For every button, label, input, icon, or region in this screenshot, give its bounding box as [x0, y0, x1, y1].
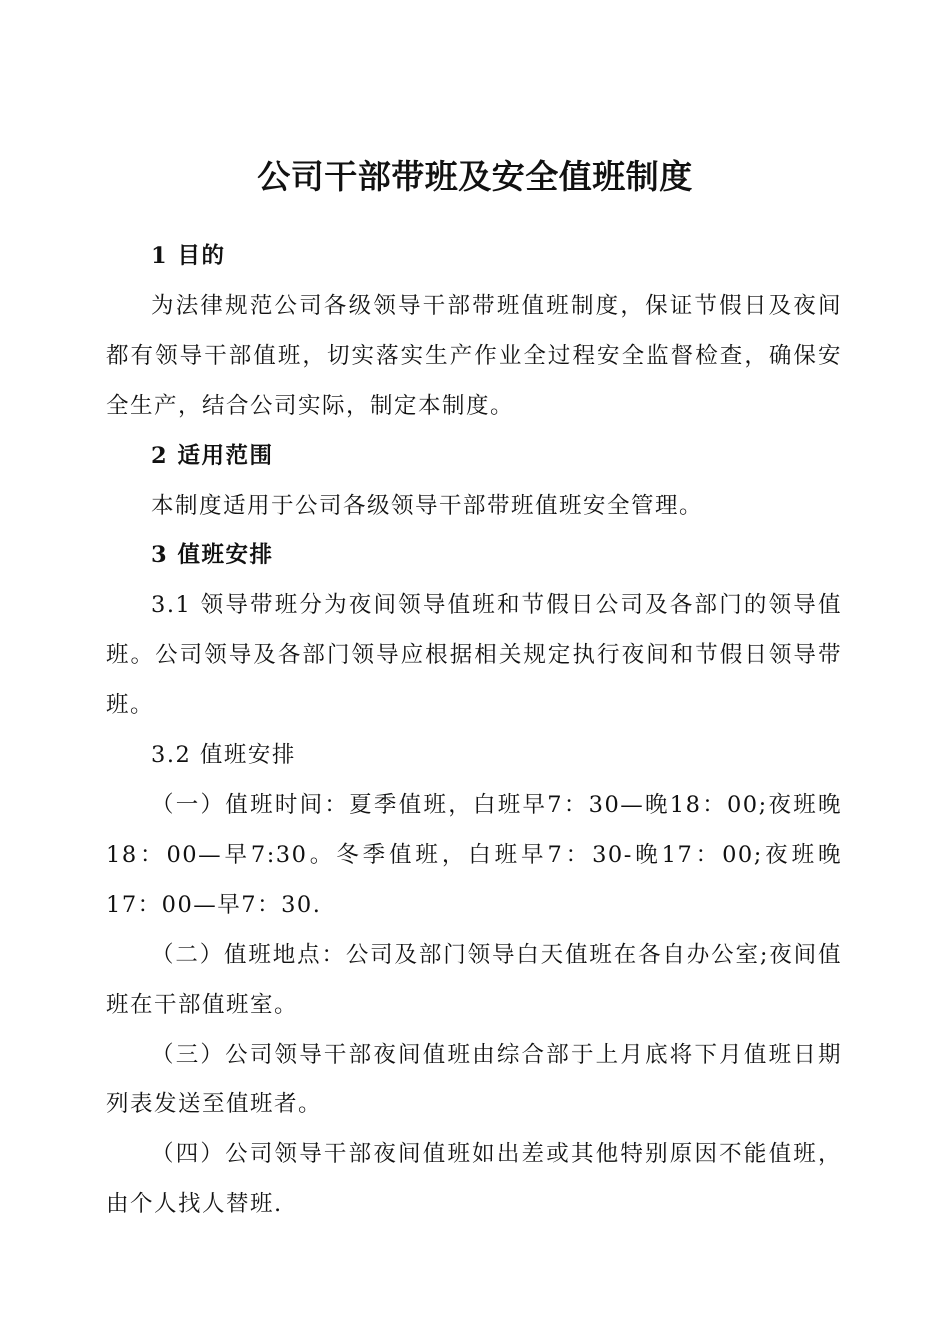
paragraph-3-1: 3.1 领导带班分为夜间领导值班和节假日公司及各部门的领导值班。公司领导及各部门领导应根据相关规定执行夜间和节假日领导带班。: [106, 592, 842, 719]
paragraph-purpose: 为法律规范公司各级领导干部带班值班制度，保证节假日及夜间都有领导干部值班，切实落实生产作业全过程安全监督检查，确保安全生产，结合公司实际，制定本制度。: [106, 292, 842, 419]
paragraph-duty-substitute: （四）公司领导干部夜间值班如出差或其他特别原因不能值班，由个人找人替班.: [106, 1141, 842, 1218]
section-heading-purpose: 1 目的: [151, 243, 226, 269]
section-heading-scope: 2 适用范围: [151, 442, 274, 469]
document-title: 公司干部带班及安全值班制度: [257, 157, 693, 196]
document-body: [106, 232, 842, 1230]
paragraph-3-2: 3.2 值班安排: [151, 742, 296, 769]
paragraph-duty-schedule: （三）公司领导干部夜间值班由综合部于上月底将下月值班日期列表发送至值班者。: [106, 1041, 842, 1118]
section-heading-duty-arrangement: 3 值班安排: [151, 542, 274, 569]
paragraph-scope: 本制度适用于公司各级领导干部带班值班安全管理。: [151, 492, 704, 519]
paragraph-duty-time: （一）值班时间：夏季值班，白班早7：30—晚18：00;夜班晚18：00—早7:30。冬季值班，白班早7：30-晚17：00;夜班晚17：00—早7：30.: [106, 791, 842, 918]
paragraph-duty-location: （二）值班地点：公司及部门领导白天值班在各自办公室;夜间值班在干部值班室。: [106, 941, 842, 1018]
